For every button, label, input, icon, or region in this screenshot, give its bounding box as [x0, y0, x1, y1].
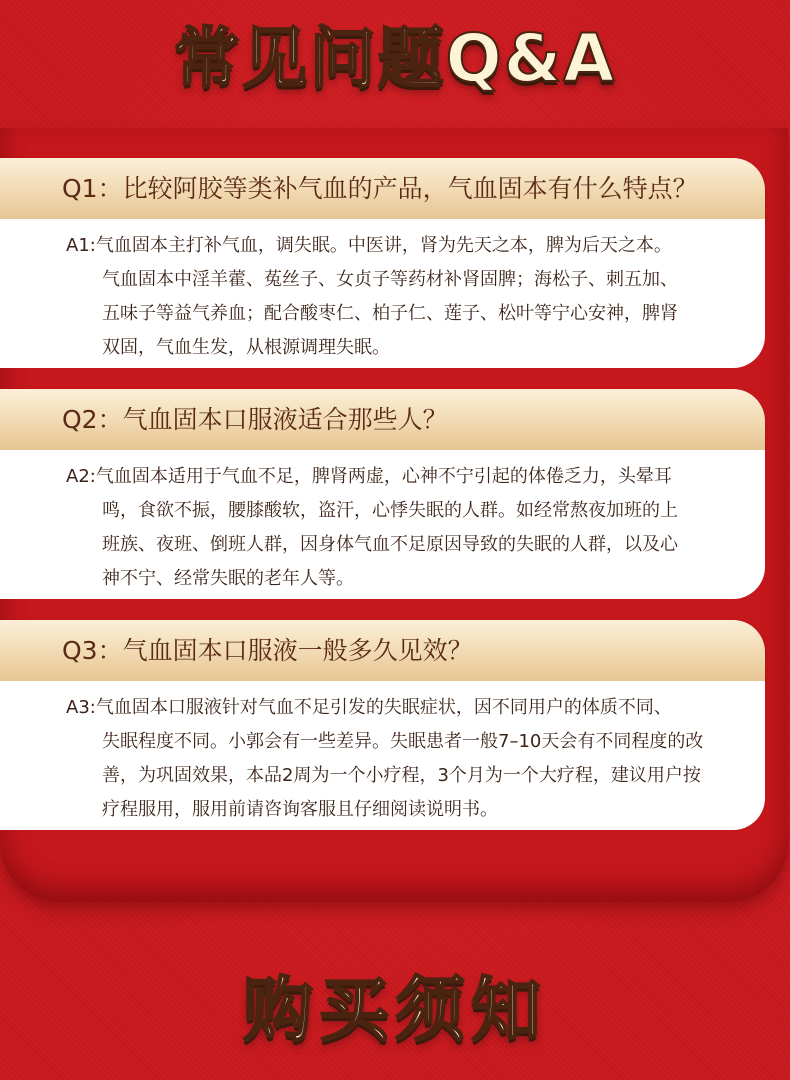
faq-question-bar[interactable]: [0, 389, 765, 450]
answer-line: 失眠程度不同。小郭会有一些差异。失眠患者一般7–10天会有不同程度的改: [102, 731, 704, 752]
faq-question-text: Q1：比较阿胶等类补气血的产品，气血固本有什么特点？: [62, 174, 698, 203]
faq-answer-text: [66, 460, 756, 596]
answer-line: A1:气血固本主打补气血，调失眠。中医讲，肾为先天之本，脾为后天之本。: [66, 235, 672, 256]
answer-line: 气血固本中淫羊藿、菟丝子、女贞子等药材补肾固脾；海松子、刺五加、: [102, 269, 678, 290]
answer-line: 鸣，食欲不振，腰膝酸软，盗汗，心悸失眠的人群。如经常熬夜加班的上: [102, 500, 678, 521]
answer-line: 班族、夜班、倒班人群，因身体气血不足原因导致的失眠的人群，以及心: [102, 534, 678, 555]
answer-line: A3:气血固本口服液针对气血不足引发的失眠症状，因不同用户的体质不同、: [66, 697, 672, 718]
faq-question-bar[interactable]: [0, 620, 765, 681]
answer-line: 善，为巩固效果，本品2周为一个小疗程，3个月为一个大疗程，建议用户按: [102, 765, 701, 786]
faq-answer-box: [0, 681, 765, 830]
faq-answer-box: [0, 450, 765, 599]
page-title: 常见问题Q&A: [173, 20, 617, 97]
purchase-notice-title: 购买须知: [243, 969, 547, 1051]
faq-question-bar[interactable]: [0, 158, 765, 219]
faq-question-text: Q2：气血固本口服液适合那些人？: [62, 405, 448, 434]
answer-line: 疗程服用，服用前请咨询客服且仔细阅读说明书。: [102, 799, 498, 820]
faq-answer-box: [0, 219, 765, 368]
answer-line: 双固，气血生发，从根源调理失眠。: [102, 337, 390, 358]
answer-line: 神不宁、经常失眠的老年人等。: [102, 568, 354, 589]
faq-answer-text: [66, 691, 756, 827]
answer-line: 五味子等益气养血；配合酸枣仁、柏子仁、莲子、松叶等宁心安神，脾肾: [102, 303, 678, 324]
faq-panel: [0, 128, 788, 902]
answer-line: A2:气血固本适用于气血不足，脾肾两虚，心神不宁引起的体倦乏力，头晕耳: [66, 466, 672, 487]
faq-question-text: Q3：气血固本口服液一般多久见效？: [62, 636, 473, 665]
faq-answer-text: [66, 229, 756, 365]
